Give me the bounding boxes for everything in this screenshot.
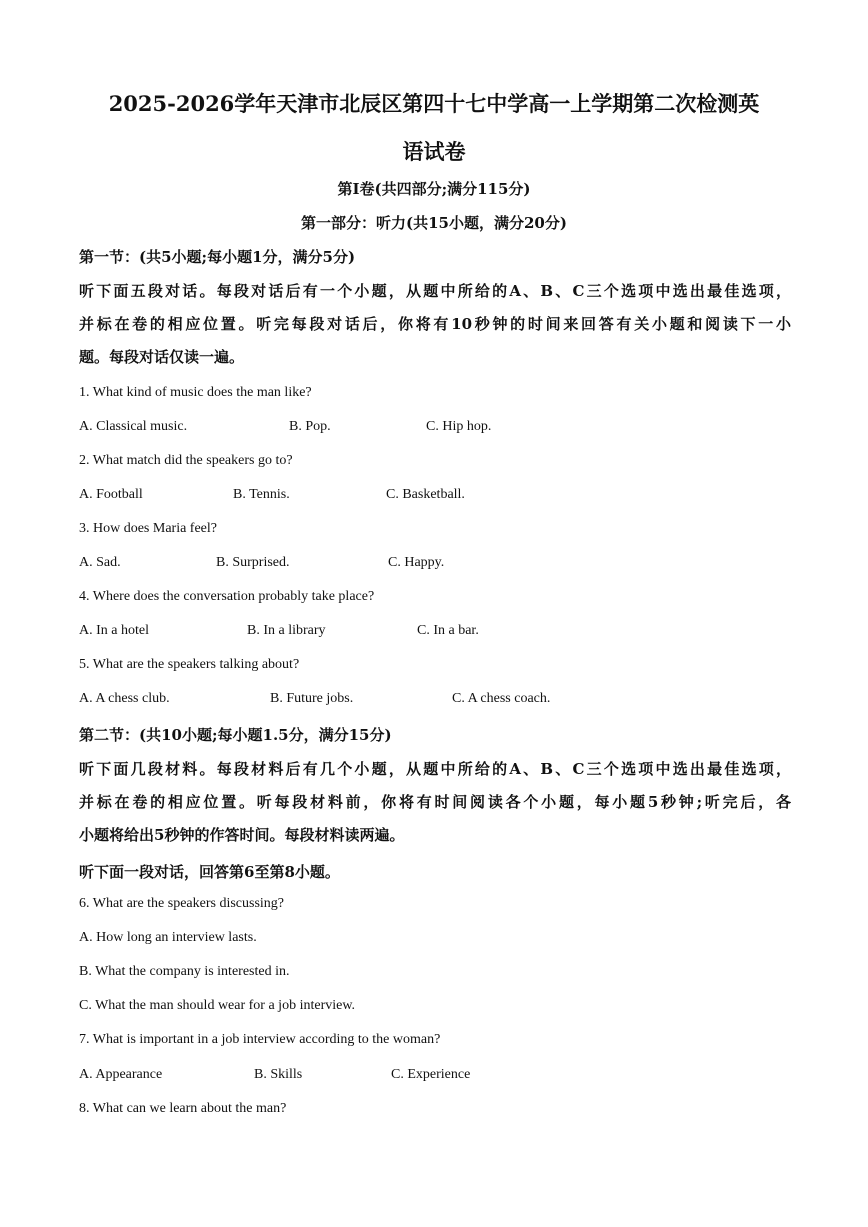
instruction-line: 题。每段对话仅读一遍。 [79,348,245,366]
question-3: 3. How does Maria feel? [79,521,218,536]
q4-option-c: C. In a bar. [417,623,479,638]
q1-option-b: B. Pop. [289,419,331,434]
instruction-line: 听下面几段材料。每段材料后有几个小题，从题中所给的A、B、C三个选项中选出最佳选项， [79,760,791,778]
q7-option-c: C. Experience [391,1067,471,1082]
volume-heading: 第Ⅰ卷(共四部分;满分115分) [337,180,531,198]
q7-option-b: B. Skills [254,1067,303,1082]
q5-option-c: C. A chess coach. [452,691,551,706]
question-1: 1. What kind of music does the man like? [79,385,312,400]
section2-instructions [79,753,791,852]
instruction-line: 听下面五段对话。每段对话后有一个小题，从题中所给的A、B、C三个选项中选出最佳选项， [79,282,791,300]
q2-option-c: C. Basketball. [386,487,465,502]
q5-option-b: B. Future jobs. [270,691,354,706]
exam-title-line-2: 语试卷 [402,139,466,164]
question-7: 7. What is important in a job interview according to the woman? [79,1032,441,1047]
question-2: 2. What match did the speakers go to? [79,453,293,468]
part1-heading: 第一部分：听力(共15小题，满分20分) [301,214,567,232]
question-5: 5. What are the speakers talking about? [79,657,300,672]
question-4: 4. Where does the conversation probably take place? [79,589,375,604]
q4-option-b: B. In a library [247,623,326,638]
question-6: 6. What are the speakers discussing? [79,896,285,911]
q5-option-a: A. A chess club. [79,691,170,706]
q2-option-b: B. Tennis. [233,487,290,502]
section1-heading: 第一节：(共5小题;每小题1分，满分5分) [79,248,356,266]
dialogue-intro: 听下面一段对话，回答第6至第8小题。 [79,863,340,881]
instruction-line: 并标在卷的相应位置。听每段材料前，你将有时间阅读各个小题，每小题5秒钟;听完后，各 [79,793,791,811]
exam-title-line-1: 2025-2026学年天津市北辰区第四十七中学高一上学期第二次检测英 [108,91,760,116]
q3-option-b: B. Surprised. [216,555,290,570]
instruction-line: 小题将给出5秒钟的作答时间。每段材料读两遍。 [79,826,405,844]
q2-option-a: A. Football [79,487,143,502]
q1-option-a: A. Classical music. [79,419,188,434]
q1-option-c: C. Hip hop. [426,419,492,434]
q7-option-a: A. Appearance [79,1067,163,1082]
q3-option-a: A. Sad. [79,555,121,570]
section1-instructions [79,275,791,374]
instruction-line: 并标在卷的相应位置。听完每段对话后，你将有10秒钟的时间来回答有关小题和阅读下一小 [79,315,791,333]
q6-option-b: B. What the company is interested in. [79,964,290,979]
q3-option-c: C. Happy. [388,555,445,570]
q6-option-a: A. How long an interview lasts. [79,930,257,945]
question-8: 8. What can we learn about the man? [79,1101,287,1116]
q4-option-a: A. In a hotel [79,623,149,638]
section2-heading: 第二节：(共10小题;每小题1.5分，满分15分) [79,726,392,744]
q6-option-c: C. What the man should wear for a job interview. [79,998,356,1013]
